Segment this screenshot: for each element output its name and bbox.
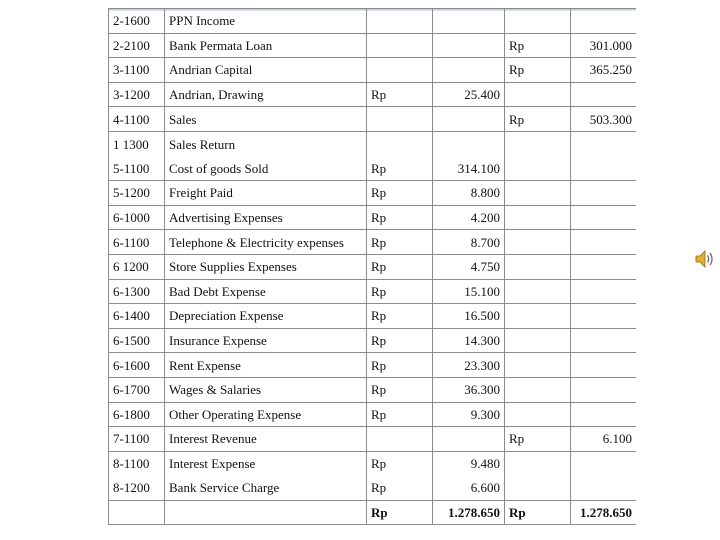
debit-amount: 314.100 bbox=[433, 156, 505, 181]
credit-amount bbox=[571, 328, 637, 353]
account-name: Interest Revenue bbox=[165, 427, 367, 452]
debit-currency bbox=[367, 131, 433, 156]
total-credit-currency: Rp bbox=[505, 500, 571, 525]
credit-amount: 503.300 bbox=[571, 107, 637, 132]
ledger-row bbox=[109, 402, 637, 427]
debit-currency bbox=[367, 9, 433, 34]
account-name: Bank Permata Loan bbox=[165, 33, 367, 58]
account-code: 2-2100 bbox=[109, 33, 165, 58]
account-code: 7-1100 bbox=[109, 427, 165, 452]
ledger-row bbox=[109, 353, 637, 378]
credit-currency: Rp bbox=[505, 58, 571, 83]
account-code: 2-1600 bbox=[109, 9, 165, 34]
credit-currency bbox=[505, 230, 571, 255]
credit-currency bbox=[505, 402, 571, 427]
credit-currency bbox=[505, 279, 571, 304]
account-code: 6-1700 bbox=[109, 377, 165, 402]
debit-currency: Rp bbox=[367, 328, 433, 353]
account-name: Andrian, Drawing bbox=[165, 82, 367, 107]
debit-amount: 15.100 bbox=[433, 279, 505, 304]
debit-amount: 4.200 bbox=[433, 205, 505, 230]
debit-currency: Rp bbox=[367, 230, 433, 255]
credit-amount bbox=[571, 230, 637, 255]
account-name: Sales Return bbox=[165, 131, 367, 156]
credit-amount bbox=[571, 304, 637, 329]
debit-amount bbox=[433, 33, 505, 58]
total-label-cell bbox=[165, 500, 367, 525]
ledger-row bbox=[109, 451, 637, 476]
debit-currency bbox=[367, 58, 433, 83]
debit-currency: Rp bbox=[367, 156, 433, 181]
credit-amount: 301.000 bbox=[571, 33, 637, 58]
total-debit-currency: Rp bbox=[367, 500, 433, 525]
account-code: 6-1800 bbox=[109, 402, 165, 427]
account-code: 6-1300 bbox=[109, 279, 165, 304]
account-code: 6-1400 bbox=[109, 304, 165, 329]
debit-amount: 16.500 bbox=[433, 304, 505, 329]
debit-currency: Rp bbox=[367, 402, 433, 427]
debit-amount bbox=[433, 58, 505, 83]
credit-amount bbox=[571, 377, 637, 402]
total-code-cell bbox=[109, 500, 165, 525]
total-credit-amount: 1.278.650 bbox=[571, 500, 637, 525]
account-name: Cost of goods Sold bbox=[165, 156, 367, 181]
account-name: Depreciation Expense bbox=[165, 304, 367, 329]
credit-amount bbox=[571, 181, 637, 206]
credit-currency: Rp bbox=[505, 33, 571, 58]
credit-currency bbox=[505, 476, 571, 501]
account-name: Andrian Capital bbox=[165, 58, 367, 83]
account-code: 6 1200 bbox=[109, 254, 165, 279]
credit-amount bbox=[571, 131, 637, 156]
ledger-row bbox=[109, 181, 637, 206]
speaker-icon[interactable] bbox=[694, 249, 716, 269]
account-code: 6-1000 bbox=[109, 205, 165, 230]
account-name: Store Supplies Expenses bbox=[165, 254, 367, 279]
trial-balance-table bbox=[108, 8, 636, 525]
account-code: 4-1100 bbox=[109, 107, 165, 132]
debit-currency: Rp bbox=[367, 377, 433, 402]
debit-amount: 9.300 bbox=[433, 402, 505, 427]
debit-currency: Rp bbox=[367, 451, 433, 476]
account-name: Insurance Expense bbox=[165, 328, 367, 353]
credit-amount bbox=[571, 476, 637, 501]
debit-amount bbox=[433, 427, 505, 452]
ledger-row bbox=[109, 304, 637, 329]
debit-amount: 6.600 bbox=[433, 476, 505, 501]
debit-currency: Rp bbox=[367, 353, 433, 378]
credit-currency bbox=[505, 181, 571, 206]
account-code: 8-1100 bbox=[109, 451, 165, 476]
account-code: 6-1100 bbox=[109, 230, 165, 255]
account-name: Freight Paid bbox=[165, 181, 367, 206]
credit-amount bbox=[571, 254, 637, 279]
account-name: Rent Expense bbox=[165, 353, 367, 378]
debit-currency: Rp bbox=[367, 82, 433, 107]
debit-amount: 14.300 bbox=[433, 328, 505, 353]
account-name: Interest Expense bbox=[165, 451, 367, 476]
account-name: Advertising Expenses bbox=[165, 205, 367, 230]
credit-amount bbox=[571, 205, 637, 230]
ledger-row bbox=[109, 156, 637, 181]
account-name: Telephone & Electricity expenses bbox=[165, 230, 367, 255]
ledger-row bbox=[109, 107, 637, 132]
debit-currency: Rp bbox=[367, 304, 433, 329]
ledger-row bbox=[109, 476, 637, 501]
account-name: Bank Service Charge bbox=[165, 476, 367, 501]
credit-amount bbox=[571, 156, 637, 181]
debit-amount: 25.400 bbox=[433, 82, 505, 107]
ledger-row bbox=[109, 205, 637, 230]
debit-currency bbox=[367, 427, 433, 452]
debit-amount: 23.300 bbox=[433, 353, 505, 378]
account-code: 8-1200 bbox=[109, 476, 165, 501]
credit-amount bbox=[571, 402, 637, 427]
debit-amount bbox=[433, 131, 505, 156]
debit-amount: 9.480 bbox=[433, 451, 505, 476]
credit-currency bbox=[505, 328, 571, 353]
debit-currency: Rp bbox=[367, 181, 433, 206]
debit-currency bbox=[367, 33, 433, 58]
ledger-row bbox=[109, 9, 637, 34]
account-code: 3-1100 bbox=[109, 58, 165, 83]
ledger-row bbox=[109, 254, 637, 279]
account-code: 6-1500 bbox=[109, 328, 165, 353]
ledger-row bbox=[109, 82, 637, 107]
debit-amount: 8.700 bbox=[433, 230, 505, 255]
ledger-row bbox=[109, 427, 637, 452]
ledger-row bbox=[109, 377, 637, 402]
credit-currency bbox=[505, 353, 571, 378]
account-name: Wages & Salaries bbox=[165, 377, 367, 402]
account-code: 1 1300 bbox=[109, 131, 165, 156]
account-code: 5-1200 bbox=[109, 181, 165, 206]
debit-currency: Rp bbox=[367, 205, 433, 230]
credit-currency bbox=[505, 377, 571, 402]
total-debit-amount: 1.278.650 bbox=[433, 500, 505, 525]
ledger-row bbox=[109, 230, 637, 255]
trial-balance-sheet bbox=[108, 8, 636, 540]
debit-amount: 4.750 bbox=[433, 254, 505, 279]
credit-currency: Rp bbox=[505, 427, 571, 452]
ledger-row bbox=[109, 33, 637, 58]
credit-currency bbox=[505, 9, 571, 34]
account-name: Sales bbox=[165, 107, 367, 132]
debit-amount: 8.800 bbox=[433, 181, 505, 206]
debit-amount bbox=[433, 9, 505, 34]
credit-amount: 6.100 bbox=[571, 427, 637, 452]
debit-currency: Rp bbox=[367, 476, 433, 501]
credit-currency bbox=[505, 205, 571, 230]
debit-amount: 36.300 bbox=[433, 377, 505, 402]
credit-amount bbox=[571, 451, 637, 476]
credit-currency bbox=[505, 131, 571, 156]
account-name: Bad Debt Expense bbox=[165, 279, 367, 304]
credit-amount bbox=[571, 353, 637, 378]
credit-amount bbox=[571, 279, 637, 304]
credit-currency: Rp bbox=[505, 107, 571, 132]
credit-currency bbox=[505, 304, 571, 329]
credit-amount: 365.250 bbox=[571, 58, 637, 83]
debit-currency: Rp bbox=[367, 254, 433, 279]
debit-currency bbox=[367, 107, 433, 132]
credit-currency bbox=[505, 254, 571, 279]
ledger-body bbox=[109, 9, 637, 525]
debit-amount bbox=[433, 107, 505, 132]
ledger-row bbox=[109, 131, 637, 156]
account-code: 6-1600 bbox=[109, 353, 165, 378]
credit-amount bbox=[571, 9, 637, 34]
total-row bbox=[109, 500, 637, 525]
debit-currency: Rp bbox=[367, 279, 433, 304]
credit-currency bbox=[505, 82, 571, 107]
account-code: 5-1100 bbox=[109, 156, 165, 181]
account-name: Other Operating Expense bbox=[165, 402, 367, 427]
ledger-row bbox=[109, 328, 637, 353]
credit-amount bbox=[571, 82, 637, 107]
ledger-row bbox=[109, 58, 637, 83]
credit-currency bbox=[505, 451, 571, 476]
credit-currency bbox=[505, 156, 571, 181]
account-name: PPN Income bbox=[165, 9, 367, 34]
account-code: 3-1200 bbox=[109, 82, 165, 107]
ledger-row bbox=[109, 279, 637, 304]
